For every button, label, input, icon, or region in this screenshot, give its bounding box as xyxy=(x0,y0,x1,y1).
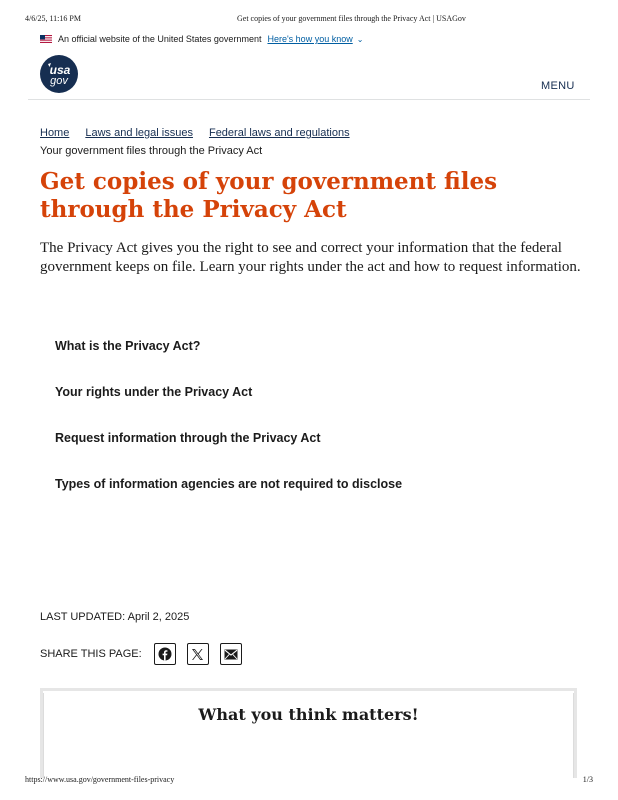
share-bar xyxy=(40,643,253,665)
last-updated: LAST UPDATED: April 2, 2025 xyxy=(40,611,190,623)
facebook-share-button[interactable] xyxy=(154,643,176,665)
toc-item-request-info[interactable]: Request information through the Privacy Act xyxy=(55,431,321,445)
share-label: SHARE THIS PAGE: xyxy=(40,648,142,660)
toc-item-what-is[interactable]: What is the Privacy Act? xyxy=(55,339,201,353)
page-title: Get copies of your government files through the Privacy Act xyxy=(40,168,498,223)
menu-button[interactable]: MENU xyxy=(541,80,575,92)
print-header xyxy=(25,14,593,26)
us-flag-icon xyxy=(40,35,52,43)
heres-how-you-know-link[interactable]: Here's how you know xyxy=(267,34,353,44)
banner-text: An official website of the United States government xyxy=(58,34,262,44)
feedback-title: What you think matters! xyxy=(198,705,419,724)
logo-gov-text: gov xyxy=(50,75,68,87)
on-this-page-list xyxy=(55,338,402,522)
header-divider xyxy=(28,99,590,100)
breadcrumb-federal-laws[interactable]: Federal laws and regulations xyxy=(208,127,350,139)
x-icon xyxy=(191,648,204,661)
usagov-logo[interactable] xyxy=(40,55,78,93)
print-date: 4/6/25, 11:16 PM xyxy=(25,14,81,23)
breadcrumb-laws[interactable]: Laws and legal issues xyxy=(85,127,193,139)
breadcrumb xyxy=(40,127,366,139)
breadcrumb-current: Your government files through the Privacy Act xyxy=(40,145,263,157)
facebook-icon xyxy=(158,647,172,661)
print-page-number: 1/3 xyxy=(582,775,593,784)
print-footer xyxy=(25,775,593,787)
page-lead: The Privacy Act gives you the right to see and correct your information that the federal government keeps on file. Learn your rights under the act and how to request information. xyxy=(40,240,581,275)
toc-item-types-info[interactable]: Types of information agencies are not required to disclose xyxy=(55,477,403,491)
toc-item-your-rights[interactable]: Your rights under the Privacy Act xyxy=(55,385,253,399)
email-icon xyxy=(224,649,238,660)
feedback-box xyxy=(40,688,577,778)
print-url: https://www.usa.gov/government-files-privacy xyxy=(25,775,175,784)
chevron-down-icon[interactable]: ⌄ xyxy=(356,34,364,44)
x-share-button[interactable] xyxy=(187,643,209,665)
email-share-button[interactable] xyxy=(220,643,242,665)
logo-usa-text: usa xyxy=(49,63,71,77)
breadcrumb-home[interactable]: Home xyxy=(40,127,70,139)
print-title: Get copies of your government files through the Privacy Act | USAGov xyxy=(237,14,466,23)
gov-banner xyxy=(40,32,363,46)
